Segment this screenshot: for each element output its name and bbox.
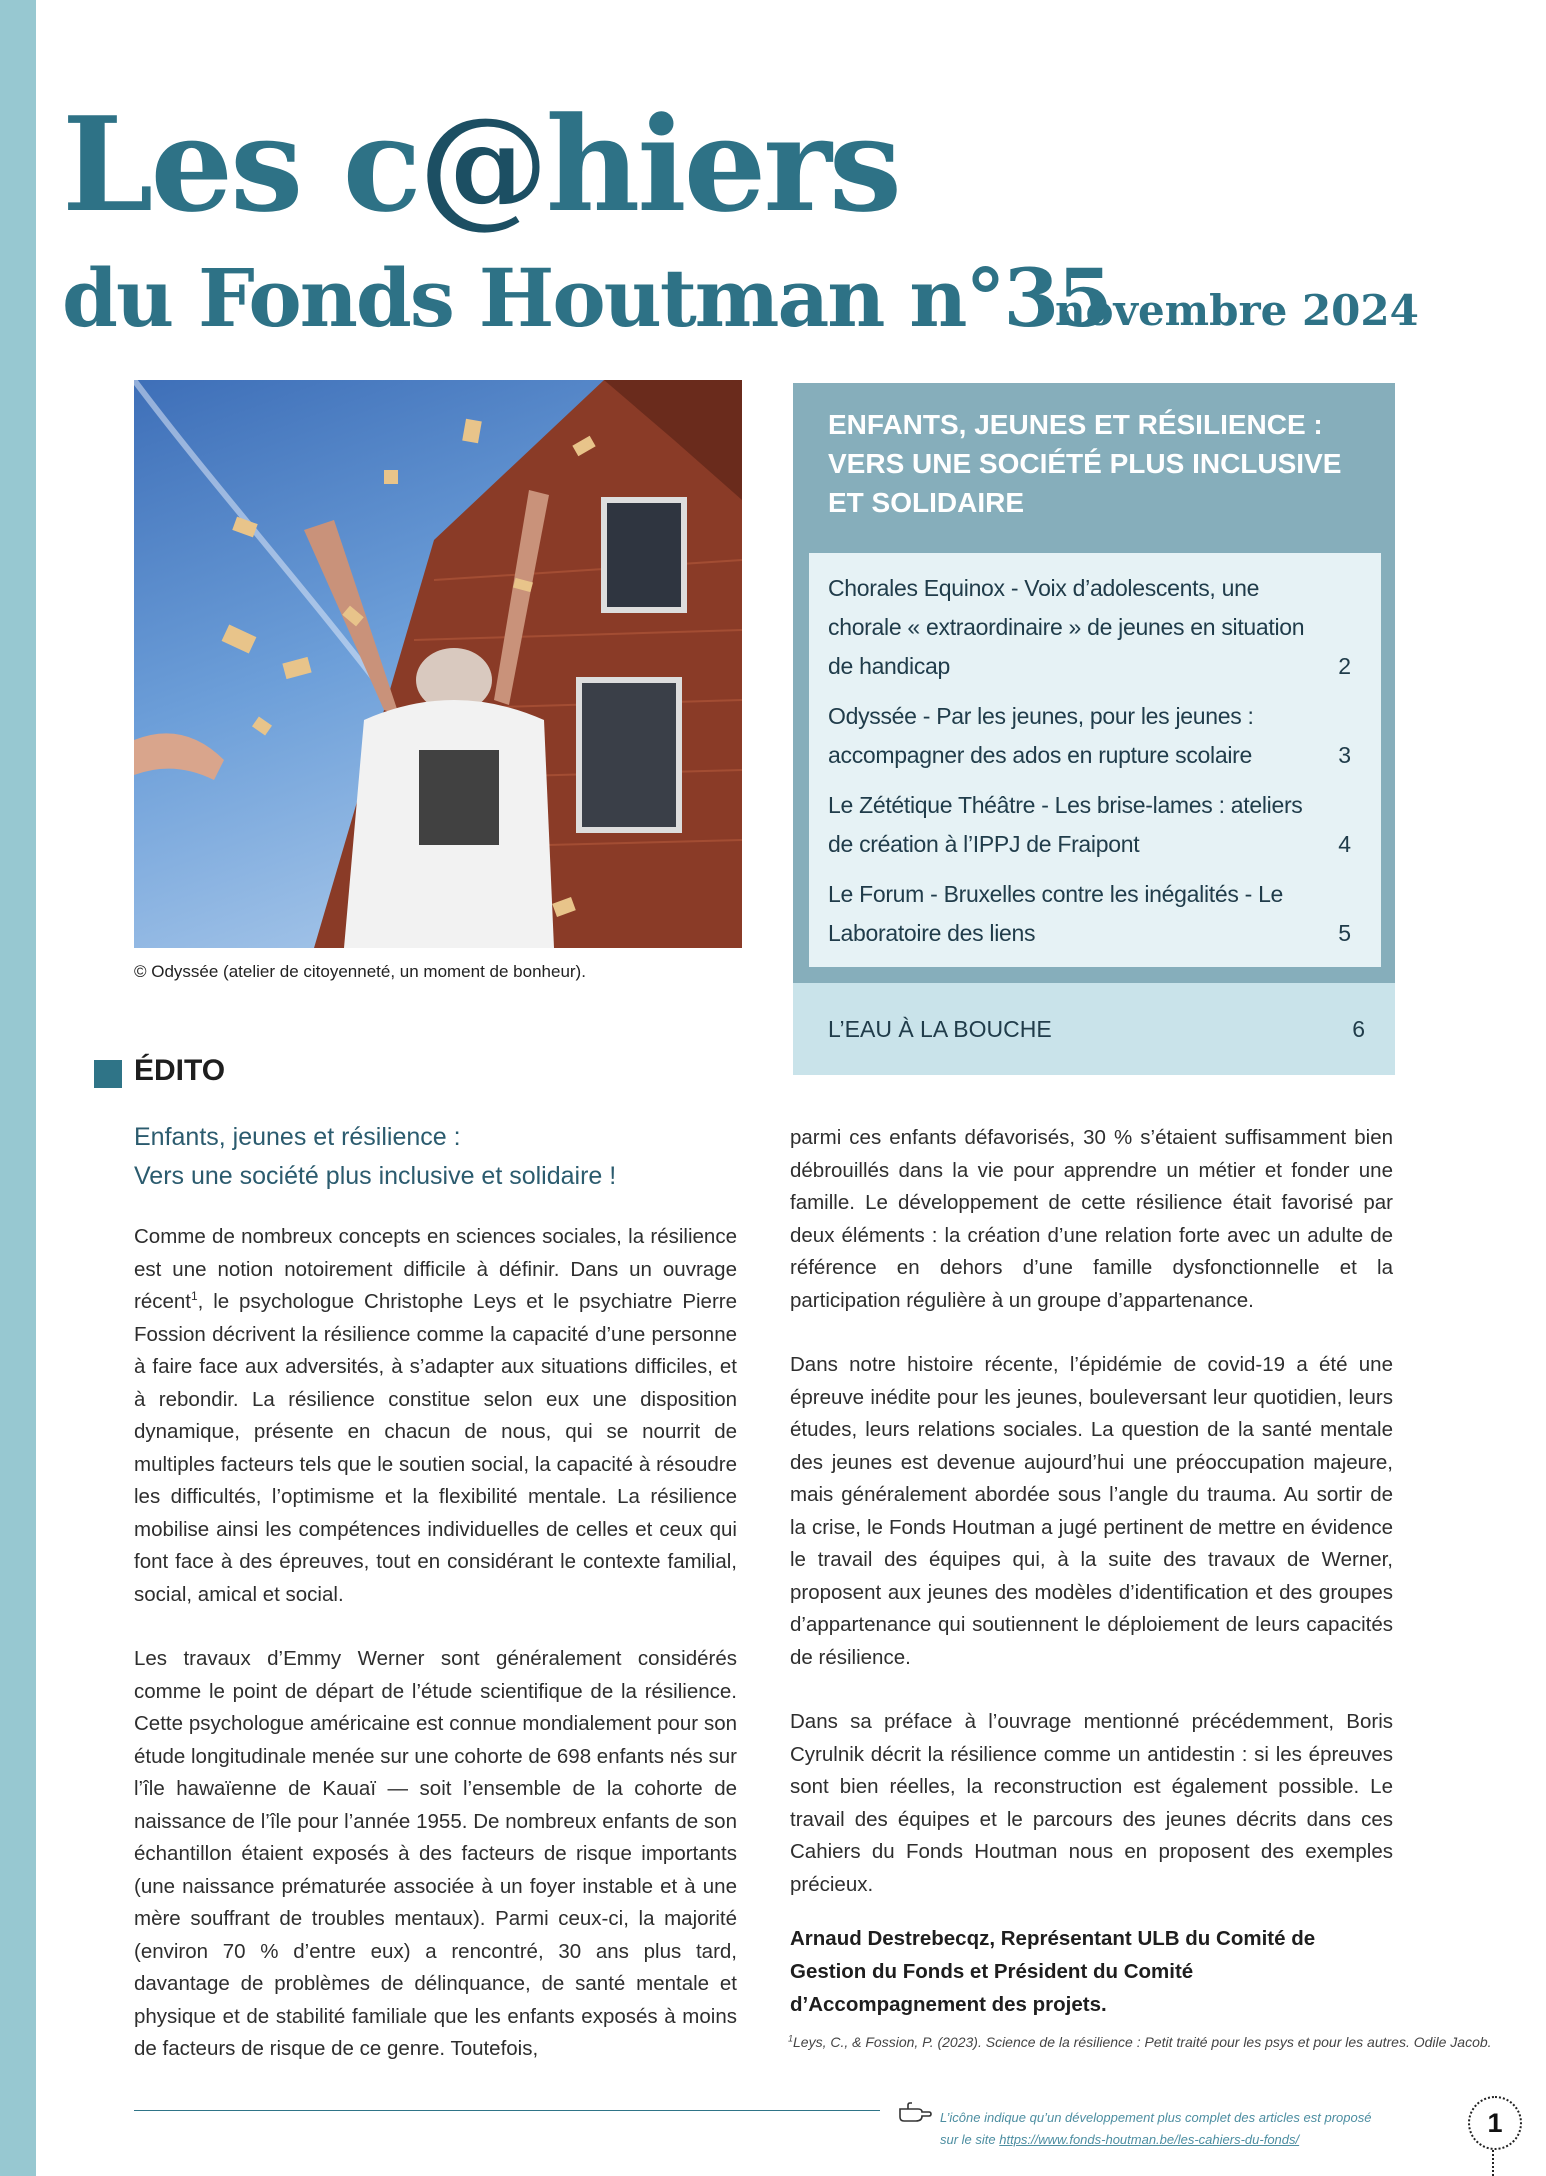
footnote-text: Leys, C., & Fossion, P. (2023). Science de la résilience : Petit traité pour les psys et pour les autres. Odile Jacob. bbox=[793, 2034, 1492, 2050]
edito-paragraph-3: parmi ces enfants défavorisés, 30 % s’étaient suffisamment bien débrouillés dans la vie pour apprendre un métier et fonder une famille. Le développement de cette résilience était favorisé par deux éléments : la création d’une relation forte avec un adulte de référence en dehors d’une famille dysfonctionnelle et la participation régulière à un groupe d’appartenance. bbox=[790, 1126, 1393, 1312]
toc-item[interactable] bbox=[809, 786, 1381, 864]
pointing-hand-icon bbox=[898, 2101, 932, 2123]
edito-subtitle-line1: Enfants, jeunes et résilience : bbox=[134, 1123, 461, 1151]
edito-paragraph-2: Les travaux d’Emmy Werner sont généralement considérés comme le point de départ de l’étude scientifique de la résilience. Cette psychologue américaine est connue mondialement pour son étude longitudinale menée sur une cohorte de 698 enfants nés sur l’île hawaïenne de Kauaï — soit l’ensemble de la cohorte de naissance de l’île pour l’année 1955. De nombreux enfants de son échantillon étaient exposés à des facteurs de risque importants (une naissance prématurée associée à un foyer instable et à une mère souffrant de troubles mentaux). Parmi ceux-ci, la majorité (environ 70 % d’entre eux) a rencontré, 30 ans plus tard, davantage de problèmes de délinquance, de santé mentale et physique et de stabilité familiale que les enfants exposés à moins de facteurs de risque de ce genre. Toutefois, bbox=[134, 1647, 737, 2060]
toc-list bbox=[809, 553, 1381, 967]
issue-date: novembre 2024 bbox=[1055, 286, 1419, 335]
edito-heading: ÉDITO bbox=[134, 1054, 226, 1087]
masthead-title-at: @ bbox=[418, 88, 546, 241]
website-link[interactable]: https://www.fonds-houtman.be/les-cahiers-du-fonds/ bbox=[999, 2132, 1300, 2147]
edito-column-left bbox=[134, 1221, 737, 2066]
photo-caption: © Odyssée (atelier de citoyenneté, un moment de bonheur). bbox=[134, 962, 586, 981]
footer-note-line1: L’icône indique qu’un développement plus complet des articles est proposé bbox=[940, 2110, 1372, 2125]
toc-item-title: Chorales Equinox - Voix d’adolescents, une chorale « extraordinaire » de jeunes en situation de handicap bbox=[828, 575, 1305, 679]
cover-photo bbox=[134, 380, 742, 948]
edito-paragraph-5: Dans sa préface à l’ouvrage mentionné précédemment, Boris Cyrulnik décrit la résilience comme un antidestin : si les épreuves sont bien réelles, la reconstruction est également possible. Le travail des équipes et le parcours des jeunes décrits dans ces Cahiers du Fonds Houtman nous en proposent des exemples précieux. bbox=[790, 1710, 1393, 1896]
toc-extra-page: 6 bbox=[1352, 1015, 1365, 1042]
page-number-badge: 1 bbox=[1468, 2096, 1522, 2150]
toc-item-title: Le Forum - Bruxelles contre les inégalités - Le Laboratoire des liens bbox=[828, 881, 1284, 946]
toc-item[interactable] bbox=[809, 697, 1381, 775]
edito-square-icon bbox=[94, 1060, 122, 1088]
masthead-subtitle: du Fonds Houtman n°35 bbox=[62, 251, 1111, 345]
toc-item-page: 5 bbox=[1338, 920, 1351, 946]
footnote-number: 1 bbox=[788, 2033, 794, 2044]
toc-item-page: 2 bbox=[1338, 653, 1351, 679]
toc-item[interactable] bbox=[809, 569, 1381, 686]
toc-item-extra[interactable] bbox=[793, 983, 1395, 1075]
masthead-title bbox=[62, 88, 900, 241]
toc-item-page: 4 bbox=[1338, 831, 1351, 857]
cover-photo-illustration bbox=[134, 380, 742, 948]
edito-signature: Arnaud Destrebecqz, Représentant ULB du Comité de Gestion du Fonds et Président du Comité d’Accompagnement des projets. bbox=[790, 1927, 1316, 2016]
footnote-reference: 1 bbox=[190, 1289, 198, 1304]
toc-item-title: Odyssée - Par les jeunes, pour les jeunes : accompagner des ados en rupture scolaire bbox=[828, 703, 1254, 768]
edito-paragraph-1 bbox=[134, 1221, 737, 1611]
edito-paragraph-4: Dans notre histoire récente, l’épidémie de covid-19 a été une épreuve inédite pour les jeunes, bouleversant leur quotidien, leurs études, leurs relations sociales. La question de la santé mentale des jeunes est devenue aujourd’hui une préoccupation majeure, mais généralement abordée sous l’angle du trauma. Au sortir de la crise, le Fonds Houtman a jugé pertinent de mettre en évidence le travail des équipes qui, à la suite des travaux de Werner, proposent aux jeunes des modèles d’identification et des groupes d’appartenance qui soutiennent le déploiement de leurs capacités de résilience. bbox=[790, 1353, 1393, 1669]
left-accent-bar bbox=[0, 0, 36, 2176]
edito-paragraph-1a: Comme de nombreux concepts en sciences sociales, la résilience est une notion notoirement difficile à définir. Dans un ouvrage récent bbox=[134, 1225, 737, 1313]
edito-paragraph-1b: , le psychologue Christophe Leys et le psychiatre Pierre Fossion décrivent la résilience comme la capacité d’une personne à faire face aux adversités, à s’adapter aux situations difficiles, et à rebondir. La résilience constitue selon eux une disposition dynamique, présente en chacun de nous, qui se nourrit de multiples facteurs tels que le soutien social, la capacité à résoudre les difficultés, l’optimisme et la flexibilité mentale. La résilience mobilise ainsi les compétences individuelles de celles et ceux qui font face à des épreuves, tout en considérant le contexte familial, social, amical et social. bbox=[134, 1290, 737, 1606]
toc-list-frame bbox=[793, 553, 1395, 983]
edito-column-right bbox=[790, 1122, 1393, 1901]
edito-subtitle-line2: Vers une société plus inclusive et solidaire ! bbox=[134, 1162, 617, 1190]
footer-note-line2 bbox=[940, 2129, 1410, 2151]
toc-header bbox=[793, 383, 1395, 553]
table-of-contents bbox=[793, 383, 1395, 1075]
masthead-title-part1: Les c bbox=[62, 88, 419, 241]
toc-heading: ENFANTS, JEUNES ET RÉSILIENCE : VERS UNE SOCIÉTÉ PLUS INCLUSIVE ET SOLIDAIRE bbox=[828, 409, 1342, 518]
toc-item-title: Le Zététique Théâtre - Les brise-lames : ateliers de création à l’IPPJ de Fraipont bbox=[828, 792, 1303, 857]
footnote bbox=[788, 2034, 1492, 2050]
footer-divider bbox=[134, 2110, 880, 2111]
footer-note bbox=[940, 2107, 1410, 2151]
toc-item[interactable] bbox=[809, 875, 1381, 953]
toc-extra-title: L’EAU À LA BOUCHE bbox=[828, 1015, 1052, 1042]
edito-subtitle bbox=[134, 1118, 616, 1196]
toc-item-page: 3 bbox=[1338, 742, 1351, 768]
page-number-tail bbox=[1492, 2150, 1494, 2176]
footer-note-prefix: sur le site bbox=[940, 2132, 1000, 2147]
masthead-title-part2: hiers bbox=[545, 88, 900, 241]
